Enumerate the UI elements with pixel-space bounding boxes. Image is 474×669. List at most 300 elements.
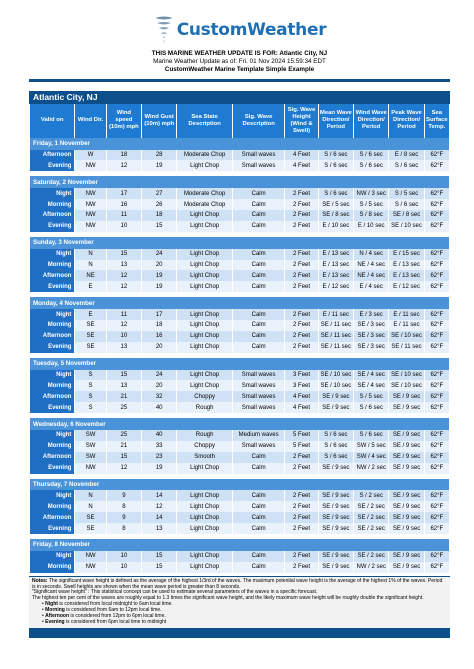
brand-logo <box>29 10 450 50</box>
period-cell: Morning <box>30 501 74 512</box>
table-cell: 62°F <box>425 551 449 562</box>
table-row <box>30 391 449 402</box>
table-row <box>30 562 449 573</box>
table-cell: SE / 3 sec <box>354 320 388 331</box>
table-cell: 25 <box>107 430 141 441</box>
table-cell: S / 6 sec <box>319 452 353 463</box>
table-cell: SE / 10 sec <box>389 331 423 342</box>
table-cell: Light Chop <box>177 160 232 171</box>
table-cell: E / 12 sec <box>389 281 423 292</box>
column-header: Wind Gust (10m) mph <box>142 104 176 138</box>
table-cell: E / 11 sec <box>389 309 423 320</box>
day-label: Wednesday, 6 November <box>30 418 449 430</box>
table-cell: SW / 5 sec <box>354 441 388 452</box>
table-cell: S / 6 sec <box>319 430 353 441</box>
table-cell: SE / 10 sec <box>389 370 423 381</box>
table-cell: E / 3 sec <box>354 309 388 320</box>
table-cell: SE <box>75 320 105 331</box>
table-cell: 19 <box>142 281 176 292</box>
table-body <box>30 138 449 573</box>
period-cell: Night <box>30 249 74 260</box>
table-cell: SE / 2 sec <box>354 551 388 562</box>
day-header-row <box>30 418 449 430</box>
table-cell: 17 <box>142 309 176 320</box>
column-header: Sig. Wave Height (Wind & Swell) <box>285 104 317 138</box>
definition-term: Night <box>45 601 58 608</box>
table-row <box>30 281 449 292</box>
table-cell: W <box>75 150 105 161</box>
table-cell: Rough <box>177 402 232 413</box>
table-cell: Light Chop <box>177 331 232 342</box>
table-cell: SE / 10 sec <box>319 380 353 391</box>
table-cell: S / 2 sec <box>354 490 388 501</box>
table-cell: 12 <box>107 463 141 474</box>
table-cell: 2 Feet <box>285 523 317 534</box>
table-cell: Light Chop <box>177 281 232 292</box>
table-row <box>30 512 449 523</box>
period-cell: Evening <box>30 463 74 474</box>
period-cell: Afternoon <box>30 391 74 402</box>
table-cell: 12 <box>142 501 176 512</box>
table-cell: SE / 9 sec <box>389 452 423 463</box>
table-cell: Calm <box>233 309 285 320</box>
table-cell: SE / 9 sec <box>319 512 353 523</box>
table-cell: 5 Feet <box>285 430 317 441</box>
table-cell: SE / 9 sec <box>389 463 423 474</box>
table-cell: Rough <box>177 430 232 441</box>
period-cell: Afternoon <box>30 512 74 523</box>
table-cell: 15 <box>107 249 141 260</box>
table-row <box>30 402 449 413</box>
period-cell: Afternoon <box>30 270 74 281</box>
table-cell: 14 <box>142 490 176 501</box>
table-cell: 2 Feet <box>285 512 317 523</box>
report-title: THIS MARINE WEATHER UPDATE IS FOR: Atlantic City, NJ <box>151 50 328 57</box>
day-header-row <box>30 358 449 370</box>
table-cell: 62°F <box>425 210 449 221</box>
table-cell: Light Chop <box>177 551 232 562</box>
table-cell: E / 11 sec <box>319 309 353 320</box>
table-cell: N <box>75 501 105 512</box>
table-cell: 62°F <box>425 490 449 501</box>
period-cell: Morning <box>30 380 74 391</box>
table-cell: Calm <box>233 342 285 353</box>
column-header: Mean Wave Direction/ Period <box>319 104 353 138</box>
table-cell: E / 13 sec <box>389 260 423 271</box>
definition-text: is considered from local midnight to 6am local time. <box>59 601 173 608</box>
table-cell: SE / 9 sec <box>319 490 353 501</box>
period-cell: Afternoon <box>30 150 74 161</box>
table-cell: S <box>75 380 105 391</box>
table-cell: 62°F <box>425 309 449 320</box>
table-cell: E / 11 sec <box>389 320 423 331</box>
table-cell: Calm <box>233 523 285 534</box>
table-cell: 16 <box>107 199 141 210</box>
region-title: Atlantic City, NJ <box>29 91 450 104</box>
table-row <box>30 320 449 331</box>
definition-term: Morning <box>45 607 65 614</box>
table-row <box>30 270 449 281</box>
table-cell: Smooth <box>177 452 232 463</box>
period-cell: Afternoon <box>30 331 74 342</box>
table-cell: 17 <box>107 188 141 199</box>
table-cell: E / 8 sec <box>389 150 423 161</box>
table-cell: SE / 9 sec <box>389 551 423 562</box>
table-cell: E / 4 sec <box>354 281 388 292</box>
table-cell: 62°F <box>425 221 449 232</box>
definition-item: • Morning is considered from 6am to 12pm local time. <box>42 607 162 614</box>
table-cell: S / 6 sec <box>389 160 423 171</box>
table-row <box>30 199 449 210</box>
table-cell: SE / 8 sec <box>389 210 423 221</box>
table-cell: Moderate Chop <box>177 188 232 199</box>
table-cell: Choppy <box>177 391 232 402</box>
table-cell: SE / 9 sec <box>389 512 423 523</box>
column-header: Sea Surface Temp. <box>425 104 449 138</box>
day-label: Thursday, 7 November <box>30 479 449 491</box>
period-cell: Morning <box>30 199 74 210</box>
day-header-row <box>30 237 449 249</box>
table-row <box>30 463 449 474</box>
table-cell: SE / 9 sec <box>319 523 353 534</box>
day-header-row <box>30 539 449 551</box>
table-cell: SW / 4 sec <box>354 452 388 463</box>
table-cell: S / 5 sec <box>389 188 423 199</box>
table-cell: 62°F <box>425 320 449 331</box>
table-cell: 13 <box>107 342 141 353</box>
day-header-row <box>30 479 449 491</box>
table-cell: 28 <box>142 150 176 161</box>
table-cell: 15 <box>142 551 176 562</box>
table-cell: 10 <box>107 562 141 573</box>
table-cell: 62°F <box>425 441 449 452</box>
table-cell: 3 Feet <box>285 380 317 391</box>
period-cell: Afternoon <box>30 452 74 463</box>
table-cell: 62°F <box>425 342 449 353</box>
period-cell: Morning <box>30 562 74 573</box>
table-cell: 19 <box>142 160 176 171</box>
period-cell: Morning <box>30 441 74 452</box>
table-cell: 20 <box>142 342 176 353</box>
divider <box>29 79 450 82</box>
table-cell: 2 Feet <box>285 270 317 281</box>
day-label: Tuesday, 5 November <box>30 358 449 370</box>
definition-item: • Afternoon is considered from 12pm to 6pm local time. <box>42 613 166 620</box>
table-cell: Calm <box>233 562 285 573</box>
table-cell: Light Chop <box>177 490 232 501</box>
table-cell: SE / 9 sec <box>319 402 353 413</box>
table-row <box>30 342 449 353</box>
marine-report <box>29 10 450 638</box>
table-cell: Calm <box>233 331 285 342</box>
table-cell: E <box>75 309 105 320</box>
day-header-row <box>30 138 449 150</box>
table-cell: S / 5 sec <box>354 199 388 210</box>
table-cell: E / 10 sec <box>319 221 353 232</box>
table-cell: 15 <box>107 370 141 381</box>
report-header <box>29 50 450 75</box>
table-cell: 2 Feet <box>285 501 317 512</box>
table-cell: SE / 10 sec <box>389 380 423 391</box>
table-cell: SE / 8 sec <box>319 210 353 221</box>
table-cell: Calm <box>233 221 285 232</box>
table-cell: SE <box>75 523 105 534</box>
period-cell: Evening <box>30 160 74 171</box>
table-cell: 15 <box>142 221 176 232</box>
table-cell: Small waves <box>233 150 285 161</box>
table-row <box>30 309 449 320</box>
table-row <box>30 160 449 171</box>
table-cell: SE / 2 sec <box>354 512 388 523</box>
day-header-row <box>30 297 449 309</box>
table-cell: 4 Feet <box>285 402 317 413</box>
table-row <box>30 490 449 501</box>
table-cell: E / 15 sec <box>389 249 423 260</box>
table-cell: SW <box>75 452 105 463</box>
table-cell: SE / 9 sec <box>319 562 353 573</box>
table-cell: S / 5 sec <box>354 391 388 402</box>
column-header: Wind Wave Direction/ Period <box>354 104 388 138</box>
table-cell: 13 <box>142 523 176 534</box>
period-cell: Night <box>30 430 74 441</box>
table-cell: NW / 2 sec <box>354 562 388 573</box>
notes-text-1: The significant wave height is defined as the average of the highest 1/3rd of the waves. The maximum potential wave height is the average of the highest 1% of the waves. Period is in seconds. Swell heights are shown when the mean wave period is greater than 8 seconds. <box>32 577 443 590</box>
table-cell: 12 <box>107 281 141 292</box>
period-cell: Afternoon <box>30 210 74 221</box>
table-cell: SE / 4 sec <box>354 370 388 381</box>
table-cell: 2 Feet <box>285 331 317 342</box>
table-cell: 33 <box>142 441 176 452</box>
table-cell: 19 <box>142 463 176 474</box>
table-cell: 62°F <box>425 402 449 413</box>
column-header: Sea State Description <box>177 104 232 138</box>
table-cell: SW <box>75 430 105 441</box>
table-cell: Calm <box>233 188 285 199</box>
period-cell: Evening <box>30 523 74 534</box>
brand-name: CustomWeather <box>176 20 327 40</box>
table-cell: 2 Feet <box>285 260 317 271</box>
table-cell: E / 13 sec <box>319 260 353 271</box>
definition-text: is considered from 6am to 12pm local time. <box>66 607 162 614</box>
table-cell: 13 <box>107 380 141 391</box>
table-cell: Calm <box>233 463 285 474</box>
table-cell: 12 <box>107 160 141 171</box>
table-cell: 9 <box>107 490 141 501</box>
table-cell: 4 Feet <box>285 160 317 171</box>
table-cell: Calm <box>233 320 285 331</box>
table-cell: SE / 11 sec <box>319 342 353 353</box>
table-cell: SE / 9 sec <box>389 523 423 534</box>
table-cell: 62°F <box>425 270 449 281</box>
table-cell: 2 Feet <box>285 463 317 474</box>
table-cell: 62°F <box>425 160 449 171</box>
table-row <box>30 188 449 199</box>
table-cell: SE <box>75 342 105 353</box>
table-cell: 5 Feet <box>285 441 317 452</box>
notes-label: Notes: <box>32 577 48 584</box>
table-cell: Light Chop <box>177 249 232 260</box>
table-cell: Light Chop <box>177 320 232 331</box>
column-header: Valid on <box>30 104 74 138</box>
table-row <box>30 210 449 221</box>
table-cell: SE / 11 sec <box>319 331 353 342</box>
table-cell: SE / 9 sec <box>319 463 353 474</box>
table-cell: 12 <box>107 270 141 281</box>
table-cell: 2 Feet <box>285 199 317 210</box>
table-cell: 14 <box>142 512 176 523</box>
table-cell: E / 13 sec <box>319 270 353 281</box>
table-cell: N <box>75 490 105 501</box>
table-cell: NW <box>75 562 105 573</box>
table-cell: SE / 3 sec <box>354 342 388 353</box>
table-row <box>30 441 449 452</box>
table-row <box>30 551 449 562</box>
table-cell: S / 6 sec <box>319 441 353 452</box>
table-cell: 19 <box>142 270 176 281</box>
table-cell: 15 <box>107 452 141 463</box>
table-cell: 2 Feet <box>285 210 317 221</box>
day-label: Sunday, 3 November <box>30 237 449 249</box>
table-cell: 10 <box>107 331 141 342</box>
period-cell: Evening <box>30 402 74 413</box>
table-cell: SE / 5 sec <box>319 199 353 210</box>
period-cell: Night <box>30 490 74 501</box>
table-row <box>30 523 449 534</box>
table-cell: 8 <box>107 501 141 512</box>
table-row <box>30 380 449 391</box>
table-cell: 62°F <box>425 562 449 573</box>
table-cell: 16 <box>142 331 176 342</box>
table-cell: S <box>75 391 105 402</box>
table-cell: 9 <box>107 512 141 523</box>
table-cell: 62°F <box>425 391 449 402</box>
table-cell: SE / 11 sec <box>389 342 423 353</box>
table-cell: S <box>75 402 105 413</box>
footer-bar <box>29 628 450 638</box>
table-cell: S / 6 sec <box>354 160 388 171</box>
table-cell: NW <box>75 210 105 221</box>
table-cell: NW <box>75 221 105 232</box>
table-cell: S / 6 sec <box>319 160 353 171</box>
table-cell: SE / 2 sec <box>354 501 388 512</box>
table-cell: 62°F <box>425 281 449 292</box>
table-cell: 2 Feet <box>285 490 317 501</box>
table-cell: Light Chop <box>177 523 232 534</box>
table-cell: 18 <box>107 150 141 161</box>
table-cell: Light Chop <box>177 370 232 381</box>
table-cell: Small waves <box>233 160 285 171</box>
day-label: Friday, 1 November <box>30 138 449 150</box>
table-cell: Small waves <box>233 380 285 391</box>
table-cell: S / 6 sec <box>354 150 388 161</box>
table-cell: Calm <box>233 490 285 501</box>
table-cell: E <box>75 281 105 292</box>
period-cell: Evening <box>30 221 74 232</box>
table-cell: 2 Feet <box>285 320 317 331</box>
table-row <box>30 249 449 260</box>
table-cell: NW <box>75 199 105 210</box>
table-cell: Small waves <box>233 441 285 452</box>
table-cell: SW <box>75 441 105 452</box>
table-cell: SE / 9 sec <box>389 391 423 402</box>
table-cell: 62°F <box>425 188 449 199</box>
table-cell: 21 <box>107 441 141 452</box>
table-cell: 20 <box>142 380 176 391</box>
table-cell: 62°F <box>425 150 449 161</box>
table-cell: 40 <box>142 430 176 441</box>
update-timestamp: Marine Weather Update as of: Fri. 01 Nov 2024 15:59:34 EDT <box>153 58 326 66</box>
table-cell: Light Chop <box>177 270 232 281</box>
table-row <box>30 331 449 342</box>
table-cell: 2 Feet <box>285 562 317 573</box>
table-cell: 62°F <box>425 501 449 512</box>
table-cell: 8 <box>107 523 141 534</box>
notes-text-3: The highest ten per cent of the waves are roughly equal to 1.3 times the significant wave height, and the likely maximum wave height will be roughly double the significant height. <box>32 595 424 602</box>
table-cell: 2 Feet <box>285 309 317 320</box>
table-cell: 62°F <box>425 249 449 260</box>
definition-text: is considered from 6pm local time to midnight <box>65 619 167 626</box>
table-cell: Moderate Chop <box>177 199 232 210</box>
table-cell: E / 12 sec <box>319 281 353 292</box>
table-cell: SE / 3 sec <box>354 331 388 342</box>
table-row <box>30 221 449 232</box>
table-cell: Calm <box>233 501 285 512</box>
table-cell: 32 <box>142 391 176 402</box>
table-cell: NW <box>75 463 105 474</box>
table-cell: SE / 2 sec <box>354 523 388 534</box>
table-cell: 2 Feet <box>285 249 317 260</box>
table-cell: 2 Feet <box>285 551 317 562</box>
period-cell: Night <box>30 309 74 320</box>
table-cell: SE / 9 sec <box>389 501 423 512</box>
table-cell: Light Chop <box>177 562 232 573</box>
table-cell: S / 6 sec <box>319 188 353 199</box>
table-row <box>30 370 449 381</box>
table-cell: 11 <box>107 309 141 320</box>
table-cell: 18 <box>142 320 176 331</box>
table-cell: NW / 2 sec <box>354 463 388 474</box>
table-cell: SE / 9 sec <box>389 430 423 441</box>
table-cell: 4 Feet <box>285 391 317 402</box>
notes-text-2: "Significant wave height" : This statistical concept can be used to estimate several parameters of the waves in a specific forecast. <box>32 589 318 596</box>
table-cell: 12 <box>107 320 141 331</box>
table-cell: SE <box>75 512 105 523</box>
period-cell: Evening <box>30 281 74 292</box>
table-cell: NE / 4 sec <box>354 260 388 271</box>
table-cell: NW <box>75 160 105 171</box>
table-cell: SE / 9 sec <box>319 391 353 402</box>
table-cell: 62°F <box>425 331 449 342</box>
table-cell: 24 <box>142 370 176 381</box>
column-header: Wind speed (10m) mph <box>107 104 141 138</box>
period-cell: Morning <box>30 320 74 331</box>
table-cell: 2 Feet <box>285 342 317 353</box>
table-cell: S / 6 sec <box>354 430 388 441</box>
table-cell: 2 Feet <box>285 188 317 199</box>
notes-section <box>29 576 450 628</box>
table-cell: SE / 9 sec <box>319 501 353 512</box>
day-header-row <box>30 176 449 188</box>
table-cell: S <box>75 370 105 381</box>
day-label: Monday, 4 November <box>30 297 449 309</box>
table-cell: 13 <box>107 260 141 271</box>
table-cell: Light Chop <box>177 380 232 391</box>
table-cell: 3 Feet <box>285 370 317 381</box>
table-cell: 2 Feet <box>285 221 317 232</box>
table-cell: Calm <box>233 270 285 281</box>
table-cell: 62°F <box>425 523 449 534</box>
table-cell: 18 <box>142 210 176 221</box>
